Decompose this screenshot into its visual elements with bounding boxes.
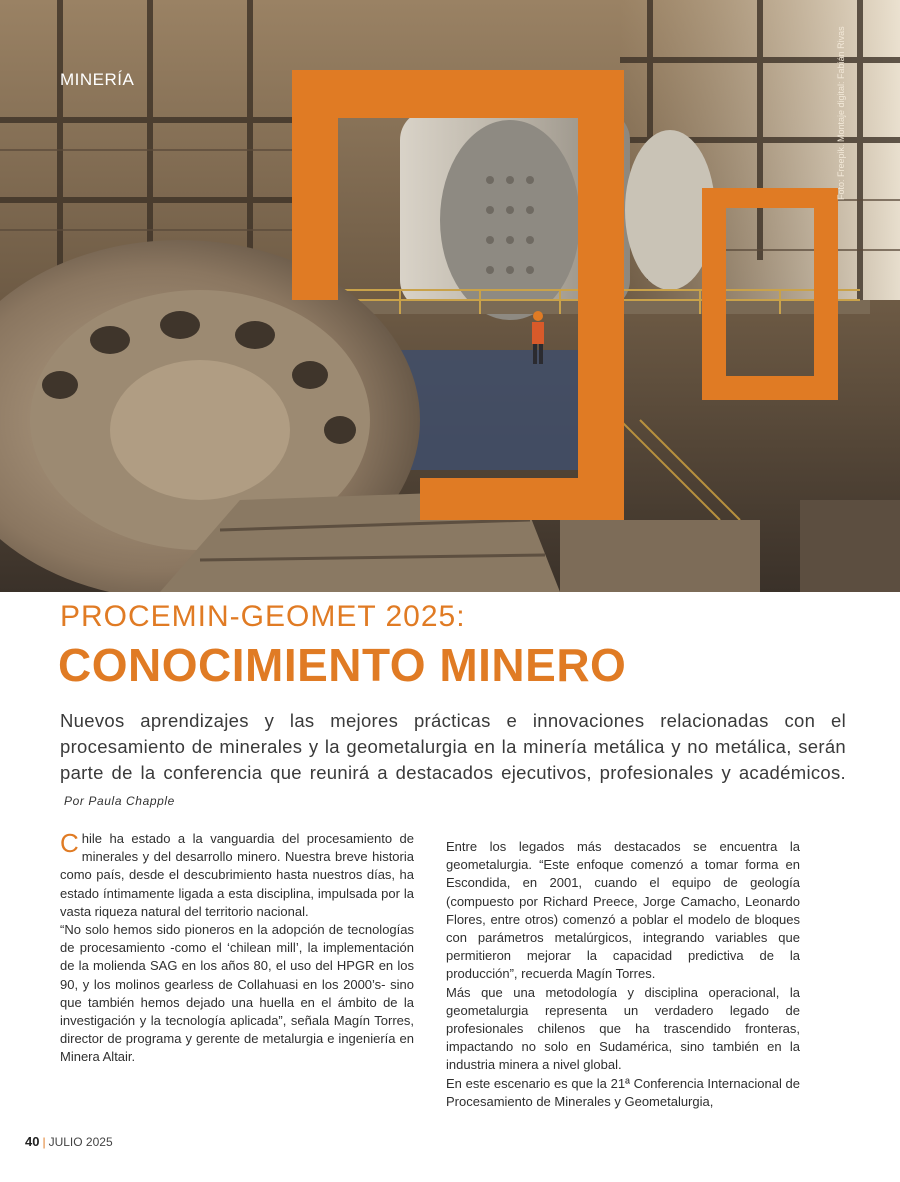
page-footer — [25, 1134, 113, 1149]
lead-text: Nuevos aprendizajes y las mejores prácticas e innovaciones relacionadas con el procesamiento de minerales y la geometalurgia en la minería metálica y no metálica, serán parte de la conferencia que reunirá a destacados ejecutivos, profesionales y académicos. — [60, 710, 846, 783]
section-tag: MINERÍA — [60, 70, 135, 89]
drop-cap: C — [60, 828, 79, 858]
issue-date: JULIO 2025 — [48, 1135, 113, 1149]
paragraph: “No solo hemos sido pioneros en la adopción de tecnologías de procesamiento -como el ‘chilean mill’, la implementación de la molienda SAG en los años 80, el uso del HPGR en los 90, y los molinos gearless de Collahuasi en los 2000’s- sino que también hemos dejado una huella en el ámbito de la investigación y la tecnología aplicada”, señala Magín Torres, director de programa y gerente de metalurgia e ingeniería en Minera Altair. — [60, 922, 414, 1065]
article-kicker: PROCEMIN-GEOMET 2025: — [60, 600, 466, 633]
article-headline: CONOCIMIENTO MINERO — [58, 639, 627, 691]
byline: Por Paula Chapple — [64, 794, 175, 808]
paragraph — [60, 830, 414, 921]
paragraph-text: hile ha estado a la vanguardia del procesamiento de minerales y del desarrollo minero. Nuestra breve historia como país, desde el descubrimiento hasta nuestros días, ha estado íntimamente ligada a esta disciplina, impulsada por la vasta riqueza natural del territorio nacional. — [60, 831, 414, 919]
page-number: 40 — [25, 1134, 40, 1149]
paragraph: En este escenario es que la 21ª Conferencia Internacional de Procesamiento de Minerales y Geometalurgia, — [446, 1075, 800, 1109]
body-column-left — [60, 830, 414, 1067]
paragraph: Más que una metodología y disciplina operacional, la geometalurgia representa un verdadero legado de profesionales chilenos que ha trascendido fronteras, impactando no solo en Sudamérica, sino también en la industria minera a nivel global. — [446, 984, 800, 1073]
paragraph: Entre los legados más destacados se encuentra la geometalurgia. “Este enfoque comenzó a tomar forma en Escondida, en 2001, cuando el equipo de geología (compuesto por Richard Preece, Jorge Camacho, Leonardo Flores, entre otros) comenzó a poblar el modelo de bloques con parámetros metalúrgicos, integrando variables que permitieron mejorar la capacidad predictiva de la producción”, recuerda Magín Torres. — [446, 839, 800, 982]
article-lead — [60, 708, 846, 814]
body-column-right — [446, 838, 800, 1111]
footer-separator: | — [42, 1135, 46, 1149]
photo-credit: Foto: Freepik. Montaje digital: Fabián Rivas — [836, 26, 846, 200]
